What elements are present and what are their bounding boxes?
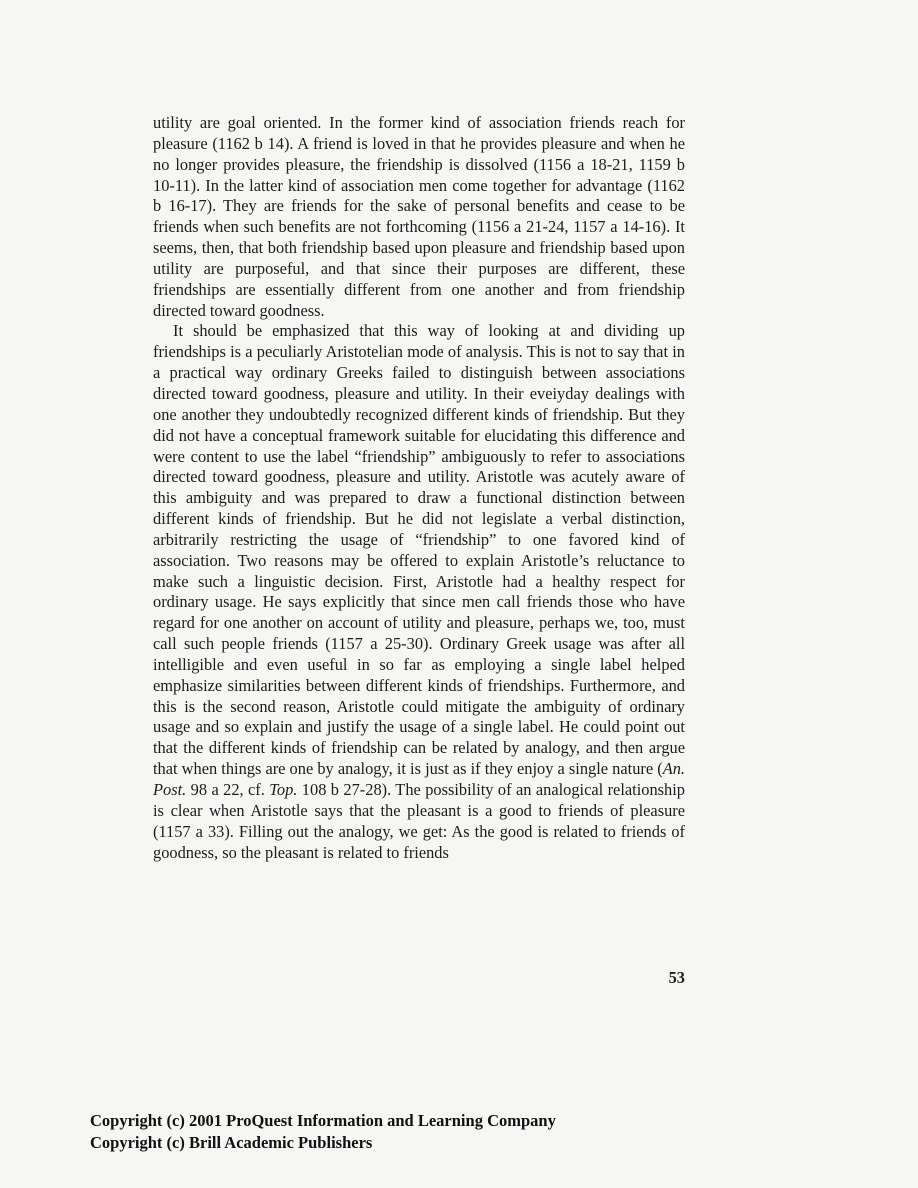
italic-citation: Top. (269, 780, 298, 799)
text-run: It should be emphasized that this way of looking at and dividing up friendships is a peculiarly Aristotelian mode of analysis. This is not to say that in a practical way ordinary Greeks failed to distinguish between associations directed toward goodness, pleasure and utility. In their eveiyday dealings with one another they undoubtedly recognized different kinds of friendship. But they did not have a conceptual framework suitable for elucidating this difference and were content to use the label “friendship” ambiguously to refer to associations directed toward goodness, pleasure and utility. Aristotle was acutely aware of this ambiguity and was prepared to draw a functional distinction between different kinds of friendship. But he did not legislate a verbal distinction, arbitrarily restricting the usage of “friendship” to one favored kind of association. Two reasons may be offered to explain Aristotle’s reluctance to make such a linguistic decision. First, Aristotle had a healthy respect for ordinary usage. He says explicitly that since men call friends those who have regard for one another on account of utility and pleasure, perhaps we, too, must call such people friends (1157 a 25-30). Ordinary Greek usage was after all intelligible and even useful in so far as employing a single label helped emphasize similarities between different kinds of friendships. Furthermore, and this is the second reason, Aristotle could mitigate the ambiguity of ordinary usage and so explain and justify the usage of a single label. He could point out that the different kinds of friendship can be related by analogy, and then argue that when things are one by analogy, it is just as if they enjoy a single nature ( (153, 321, 685, 779)
copyright-notice (90, 1110, 556, 1154)
copyright-line-brill: Copyright (c) Brill Academic Publishers (90, 1133, 373, 1152)
copyright-line-proquest: Copyright (c) 2001 ProQuest Information and Learning Company (90, 1111, 556, 1130)
italic-citation: An. Post. (153, 759, 685, 799)
text-run: 108 b 27-28). The possibility of an analogical relationship is clear when Aristotle says that the pleasant is a good to friends of pleasure (1157 a 33). Filling out the analogy, we get: As the good is related to friends of goodness, so the pleasant is related to friends (153, 780, 685, 862)
paragraph-2 (153, 321, 685, 863)
body-text (153, 113, 685, 863)
text-run: 98 a 22, cf. (186, 780, 270, 799)
page-number: 53 (668, 968, 685, 987)
paragraph-1 (153, 113, 685, 321)
text-run: utility are goal oriented. In the former kind of association friends reach for pleasure (1162 b 14). A friend is loved in that he provides pleasure and when he no longer provides pleasure, the friendship is dissolved (1156 a 18-21, 1159 b 10-11). In the latter kind of association men come together for advantage (1162 b 16-17). They are friends for the sake of personal benefits and cease to be friends when such benefits are not forthcoming (1156 a 21-24, 1157 a 14-16). It seems, then, that both friendship based upon pleasure and friendship based upon utility are purposeful, and that since their purposes are different, these friendships are essentially different from one another and from friendship directed toward goodness. (153, 113, 685, 320)
